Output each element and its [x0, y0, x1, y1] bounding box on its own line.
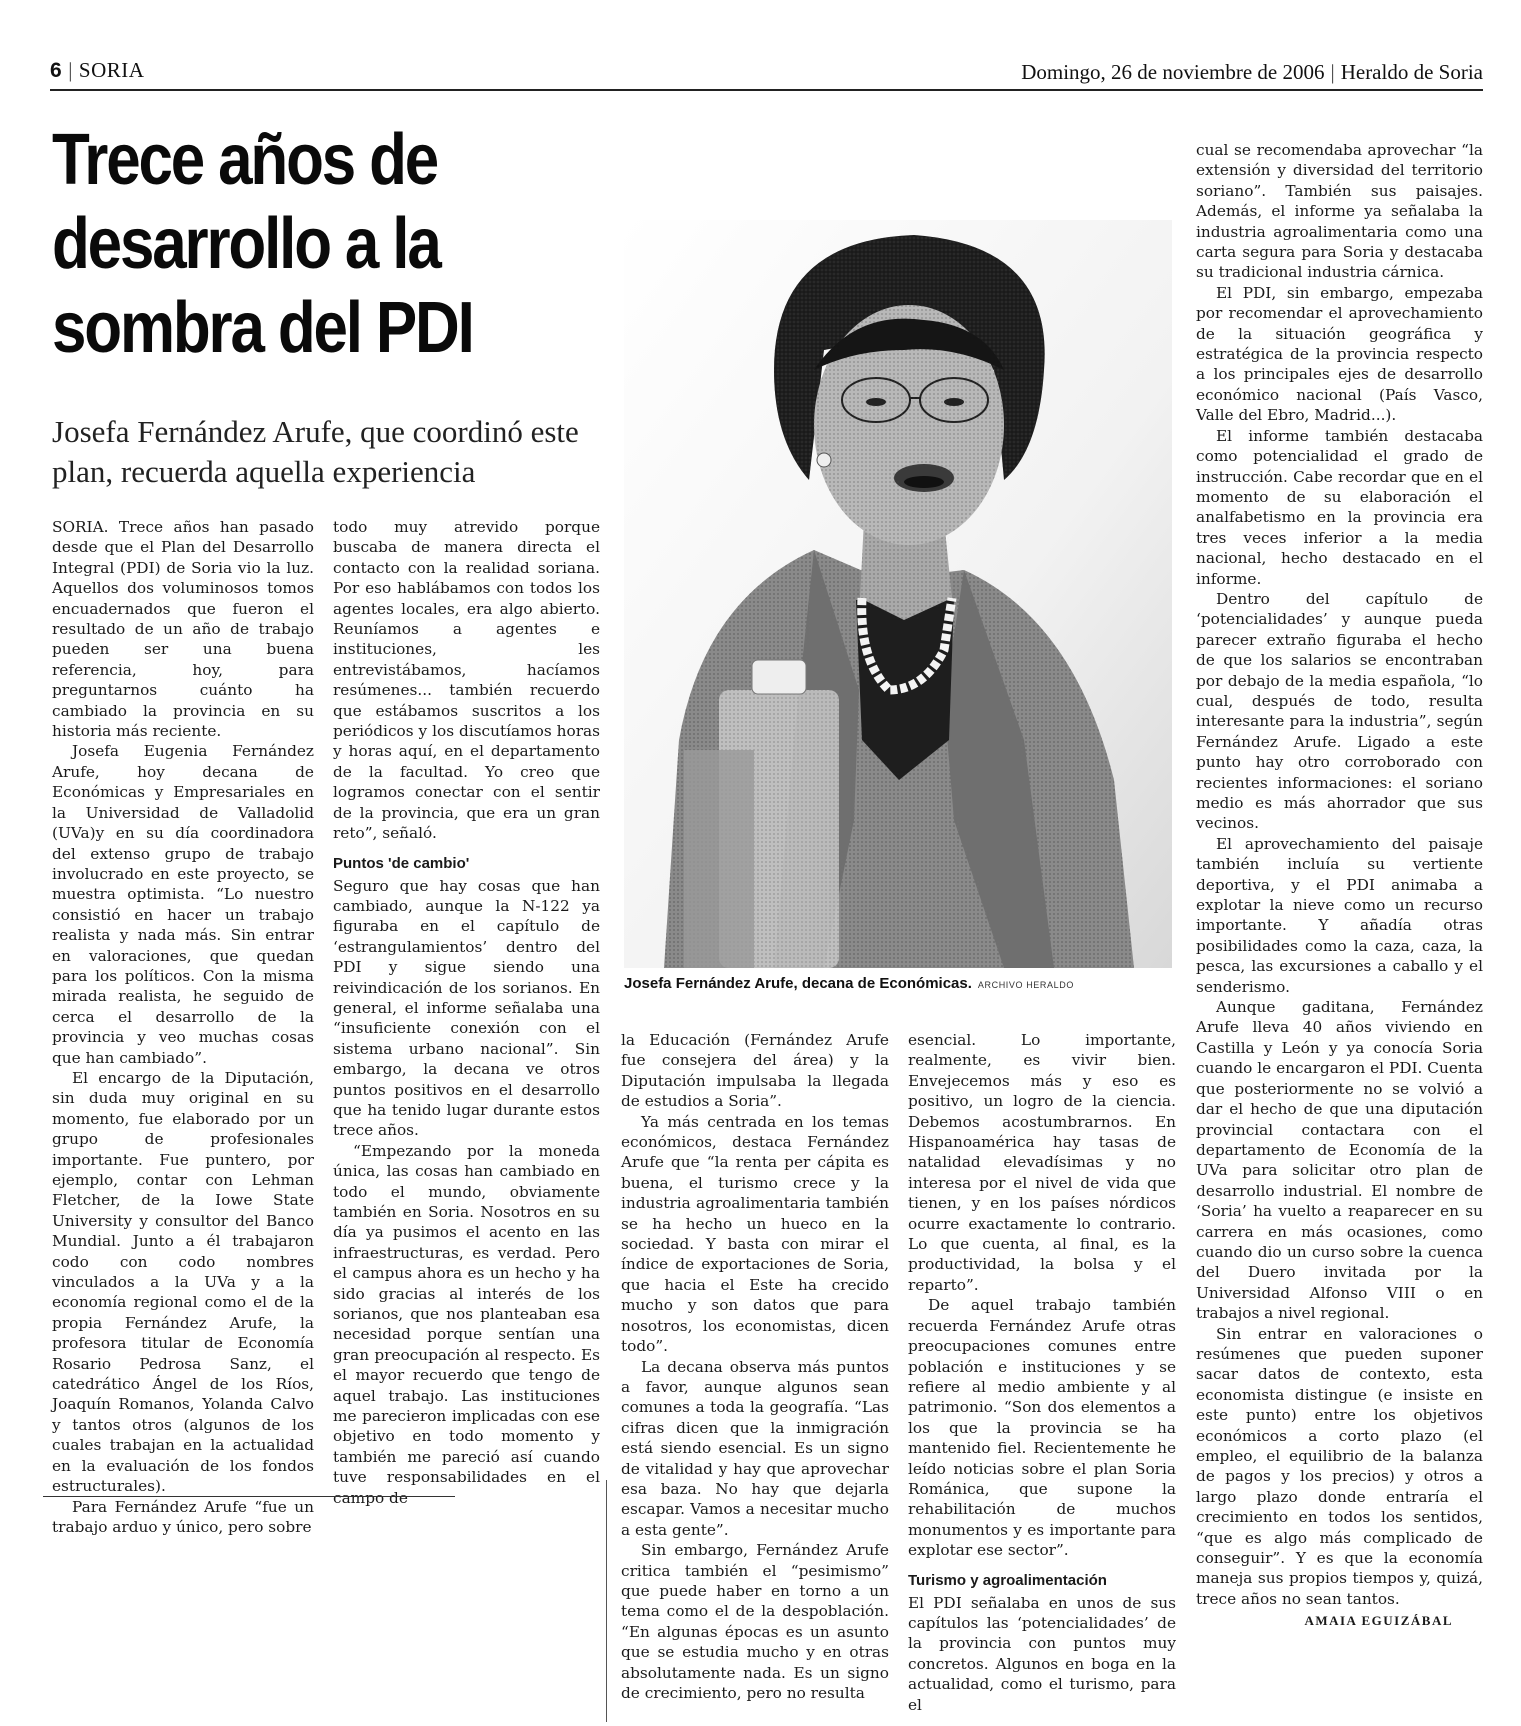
portrait-photo [624, 220, 1172, 968]
issue-date: Domingo, 26 de noviembre de 2006 [1021, 60, 1325, 84]
page-header-left [50, 58, 144, 83]
paragraph: todo muy atrevido porque buscaba de manera directa el contacto con la realidad soriana. Por eso hablábamos con todos los agentes locales, era algo abierto. Reuníamos a agentes e instituciones, les entrevistábamos, hacíamos resúmenes... también recuerdo que estábamos suscritos a los periódicos y los discutíamos horas y horas aquí, en el departamento de la facultad. Yo creo que logramos conectar con el sentir de la provincia, que era un gran reto”, señaló. [333, 518, 600, 843]
header-rule [50, 89, 1483, 91]
header-separator: | [1330, 60, 1335, 84]
paragraph: El aprovechamiento del paisaje también incluía su vertiente deportiva, y el PDI animaba a explotar la nieve como un recurso importante. Y añadía otras posibilidades como la caza, caza, la pesca, las excursiones a caballo y el senderismo. [1196, 834, 1483, 996]
paragraph: Aunque gaditana, Fernández Arufe lleva 40 años viviendo en Castilla y León y ya conocía Soria cuando le encargaron el PDI. Cuenta que posteriormente no se volvió a dar el hecho de que una diputación provincial contactara con el departamento de Economía de la UVa para solicitar otro plan de desarrollo industrial. El nombre de ‘Soria’ ha vuelto a reaparecer en su carrera en más ocasiones, como cuando dio un curso sobre la cuenca del Duero invitada por la Universidad Alfonso VIII o en trabajos a nivel regional. [1196, 998, 1483, 1323]
section-subhead: Puntos 'de cambio' [333, 854, 470, 872]
caption-text: Josefa Fernández Arufe, decana de Económicas. [624, 975, 972, 992]
page-header-right [1021, 60, 1483, 85]
headline: Trece años de desarrollo a la sombra del PDI [52, 120, 473, 368]
publication-name: Heraldo de Soria [1340, 60, 1483, 84]
article-column-2 [333, 517, 600, 1508]
paragraph: El encargo de la Diputación, sin duda muy original en su momento, fue elaborado por un grupo de profesionales importante. Fue puntero, por ejemplo, contar con Lehman Fletcher, de la Iowe State University y consultor del Banco Mundial. Junto a él trabajaron codo con codo nombres vinculados a la UVa y a la economía regional como el de la propia Fernández Arufe, la profesora titular de Economía Rosario Pedrosa Sanz, el catedrático Ángel de los Ríos, Joaquín Romanos, Yolanda Calvo y tantos otros (algunos de los cuales trabajan en la actualidad en la evaluación de los fondos estructurales). [52, 1068, 314, 1496]
paragraph: SORIA. Trece años han pasado desde que el Plan del Desarrollo Integral (PDI) de Soria vio la luz. Aquellos dos voluminosos tomos encuadernados que fueron el resultado de un año de trabajo pueden ser una buena referencia, hoy, para preguntarnos cuánto ha cambiado la provincia en su historia más reciente. [52, 518, 314, 741]
paragraph: esencial. Lo importante, realmente, es vivir bien. Envejecemos más y eso es positivo, un logro de la ciencia. Debemos acostumbrarnos. En Hispanoamérica hay tasas de natalidad elevadísimas y no interesa por el nivel de vida que tienen, y en los países nórdicos ocurre exactamente lo contrario. Lo que cuenta, al final, es la productividad, la bolsa y el reparto”. [908, 1031, 1176, 1294]
photo-credit: ARCHIVO HERALDO [977, 980, 1074, 990]
article-column-1 [52, 517, 314, 1537]
article-column-3 [621, 1030, 889, 1703]
paragraph: De aquel trabajo también recuerda Fernández Arufe otras preocupaciones comunes entre población e instituciones y se refiere al medio ambiente y al patrimonio. “Son dos elementos a los que la provincia se ha mantenido fiel. Recientemente he leído noticias sobre el plan Soria Románica, que supone la rehabilitación de muchos monumentos y es importante para explotar ese sector”. [908, 1296, 1176, 1560]
header-separator: | [68, 58, 73, 82]
paragraph: Ya más centrada en los temas económicos, destaca Fernández Arufe que “la renta per cápita es buena, el turismo crece y la industria agroalimentaria también se ha hecho un hueco en la sociedad. Y basta con mirar el índice de exportaciones de Soria, que hacia el Este ha crecido mucho y son datos que para nosotros, los economistas, dicen todo”. [621, 1112, 889, 1356]
subheadline: Josefa Fernández Arufe, que coordinó este plan, recuerda aquella experiencia [52, 414, 579, 489]
paragraph: cual se recomendaba aprovechar “la extensión y diversidad del territorio soriano”. También sus paisajes. Además, el informe ya señalaba la industria agroalimentaria como una carta segura para Soria y destacaba su tradicional industria cárnica. [1196, 141, 1483, 282]
article-column-4 [908, 1030, 1176, 1715]
photo-caption [624, 975, 1184, 992]
paragraph: Sin entrar en valoraciones o resúmenes que pueden suponer sacar datos de contexto, esta economista distingue (e insiste en este punto) entre los objetivos económicos a corto plazo (el empleo, el equilibrio de la balanza de pagos y los precios) y otros a largo plazo donde entraría el crecimiento en todos los sentidos, “que es algo más complicado de conseguir”. Y es que la economía maneja sus propios tiempos y, quizá, trece años no sean tantos. [1196, 1324, 1483, 1608]
section-name: SORIA [78, 58, 145, 82]
paragraph: El PDI, sin embargo, empezaba por recomendar el aprovechamiento de la situación geográfica y estratégica de la provincia respecto a los principales ejes de desarrollo económico nacional (País Vasco, Valle del Ebro, Madrid...). [1196, 283, 1483, 425]
author-signature: AMAIA EGUIZÁBAL [1304, 1613, 1453, 1629]
paragraph: “Empezando por la moneda única, las cosas han cambiado en todo el mundo, obviamente también en Soria. Nosotros en su día ya pusimos el acento en las infraestructuras, es verdad. Pero el campus ahora es un hecho y ha sido gracias al interés de los sorianos, que nos planteaban esa necesidad porque sentían una gran preocupación al respecto. Es el mayor recuerdo que tengo de aquel trabajo. Las instituciones me parecieron implicadas con ese objetivo en todo momento y también me pareció así cuando tuve responsabilidades en el campo de [333, 1141, 600, 1507]
article-column-5 [1196, 140, 1483, 1632]
paragraph: Para Fernández Arufe “fue un trabajo arduo y único, pero sobre [52, 1497, 314, 1536]
paragraph: Sin embargo, Fernández Arufe critica también el “pesimismo” que puede haber en torno a un tema como el de la despoblación. “En algunas épocas es un asunto que se estudia mucho y en otras absolutamente nada. Es un signo de crecimiento, pero no resulta [621, 1541, 889, 1702]
bottom-rule [43, 1496, 455, 1497]
gutter-rule [606, 1480, 607, 1722]
paragraph: Seguro que hay cosas que han cambiado, aunque la N-122 ya figuraba en el capítulo de ‘estrangulamientos’ dentro del PDI y sigue siendo una reivindicación de los sorianos. En general, el informe señalaba una “insuficiente conexión con el sistema urbano nacional”. Sin embargo, la decana ve otros puntos positivos en el desarrollo que ha tenido lugar durante estos trece años. [333, 876, 600, 1140]
paragraph: Dentro del capítulo de ‘potencialidades’ y aunque pueda parecer extraño figuraba el hecho de que los salarios se encontraban por debajo de la media española, “lo cual, después de todo, resulta interesante para la industria”, según Fernández Arufe. Ligado a este punto hay otro corroborado con recientes informaciones: el soriano medio es más ahorrador que sus vecinos. [1196, 589, 1483, 833]
paragraph: La decana observa más puntos a favor, aunque algunos sean comunes a toda la geografía. “Las cifras dicen que la inmigración está siendo esencial. Es un signo de vitalidad y hay que aprovechar esa baza. No hay que dejarla escapar. Vamos a necesitar mucho a esta gente”. [621, 1357, 889, 1539]
paragraph: la Educación (Fernández Arufe fue consejera del área) y la Diputación impulsaba la llegada de estudios a Soria”. [621, 1031, 889, 1111]
section-subhead: Turismo y agroalimentación [908, 1571, 1107, 1589]
paragraph: El informe también destacaba como potencialidad el grado de instrucción. Cabe recordar que en el momento de su elaboración el analfabetismo en la provincia era tres veces inferior a la media nacional, hecho destacado en el informe. [1196, 426, 1483, 588]
paragraph: Josefa Eugenia Fernández Arufe, hoy decana de Económicas y Empresariales en la Universidad de Valladolid (UVa)y en su día coordinadora del extenso grupo de trabajo involucrado en este proyecto, se muestra optimista. “Lo nuestro consistió en hacer un trabajo realista y nada más. Sin entrar en valoraciones, que quedan para los políticos. Con la misma mirada realista, he seguido de cerca el desarrollo de la provincia y veo muchas cosas que han cambiado”. [52, 742, 314, 1067]
paragraph: El PDI señalaba en unos de sus capítulos las ‘potencialidades’ de la provincia con puntos muy concretos. Algunos en boga en la actualidad, como el turismo, para el [908, 1593, 1176, 1714]
page-number: 6 [50, 59, 63, 82]
